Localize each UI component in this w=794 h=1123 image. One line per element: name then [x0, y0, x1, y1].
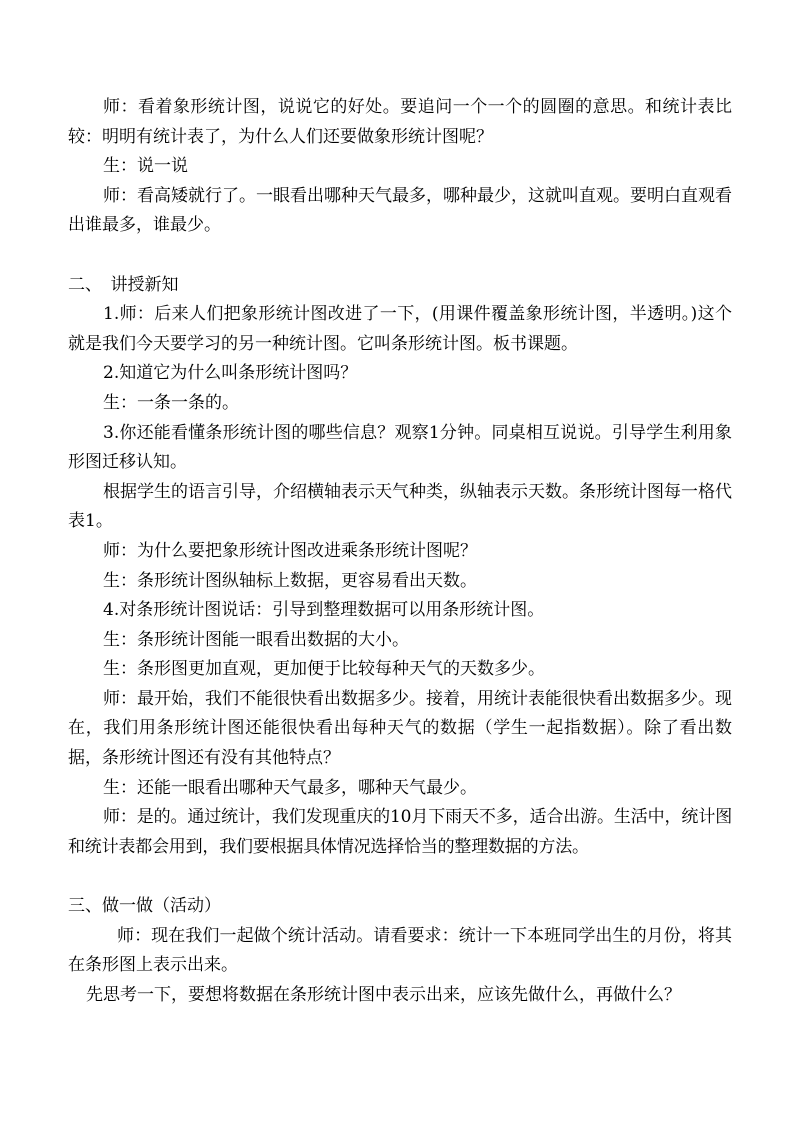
paragraph-student-size: 生：条形统计图能一眼看出数据的大小。	[103, 629, 409, 650]
paragraph-teacher-pictograph-benefits: 师：看着象形统计图，说说它的好处。要追问一个一个的圆圈的意思。和统计表比较：明明有统计表了，为什么人们还要做象形统计图呢？	[68, 97, 732, 147]
section-heading-activity: 三、做一做（活动）	[68, 896, 221, 917]
paragraph-student-compare: 生：条形图更加直观，更加便于比较每种天气的天数多少。	[103, 659, 545, 680]
paragraph-step-3: 3.你还能看懂条形统计图的哪些信息？观察1分钟。同桌相互说说。引导学生利用象形图迁移认知。	[68, 422, 732, 473]
paragraph-student-most-least: 生：还能一眼看出哪种天气最多，哪种天气最少。	[103, 777, 477, 798]
paragraph-think-first: 先思考一下，要想将数据在条形统计图中表示出来，应该先做什么，再做什么？	[86, 984, 681, 1005]
paragraph-step-2: 2.知道它为什么叫条形统计图吗？	[103, 363, 358, 384]
paragraph-student-say: 生：说一说	[103, 156, 188, 177]
document-body	[68, 93, 732, 1010]
paragraph-teacher-intuitive: 师：看高矮就行了。一眼看出哪种天气最多，哪种最少，这就叫直观。要明白直观看出谁最多，谁最少。	[68, 185, 732, 236]
paragraph-activity-instruction: 师：现在我们一起做个统计活动。请看要求：统计一下本班同学出生的月份，将其在条形图上表示出来。	[68, 925, 732, 976]
section-heading-new-knowledge: 二、 讲授新知	[68, 274, 179, 295]
paragraph-student-strips: 生：一条一条的。	[103, 392, 239, 413]
paragraph-step-4: 4.对条形统计图说话：引导到整理数据可以用条形统计图。	[103, 600, 545, 621]
paragraph-teacher-conclusion: 师：是的。通过统计，我们发现重庆的10月下雨天不多，适合出游。生活中，统计图和统计表都会用到，我们要根据具体情况选择恰当的整理数据的方法。	[68, 807, 732, 857]
paragraph-teacher-why-improve: 师：为什么要把象形统计图改进乘条形统计图呢？	[103, 540, 477, 561]
paragraph-step-1: 1.师：后来人们把象形统计图改进了一下，(用课件覆盖象形统计图，半透明。)这个就是我们今天要学习的另一种统计图。它叫条形统计图。板书课题。	[68, 304, 732, 354]
paragraph-student-vertical-axis: 生：条形统计图纵轴标上数据，更容易看出天数。	[103, 570, 477, 591]
paragraph-teacher-summary: 师：最开始，我们不能很快看出数据多少。接着，用统计表能很快看出数据多少。现在，我们用条形统计图还能很快看出每种天气的数据（学生一起指数据）。除了看出数据，条形统计图还有没有其他特点？	[68, 688, 732, 769]
paragraph-axis-intro: 根据学生的语言引导，介绍横轴表示天气种类，纵轴表示天数。条形统计图每一格代表1。	[68, 481, 732, 532]
